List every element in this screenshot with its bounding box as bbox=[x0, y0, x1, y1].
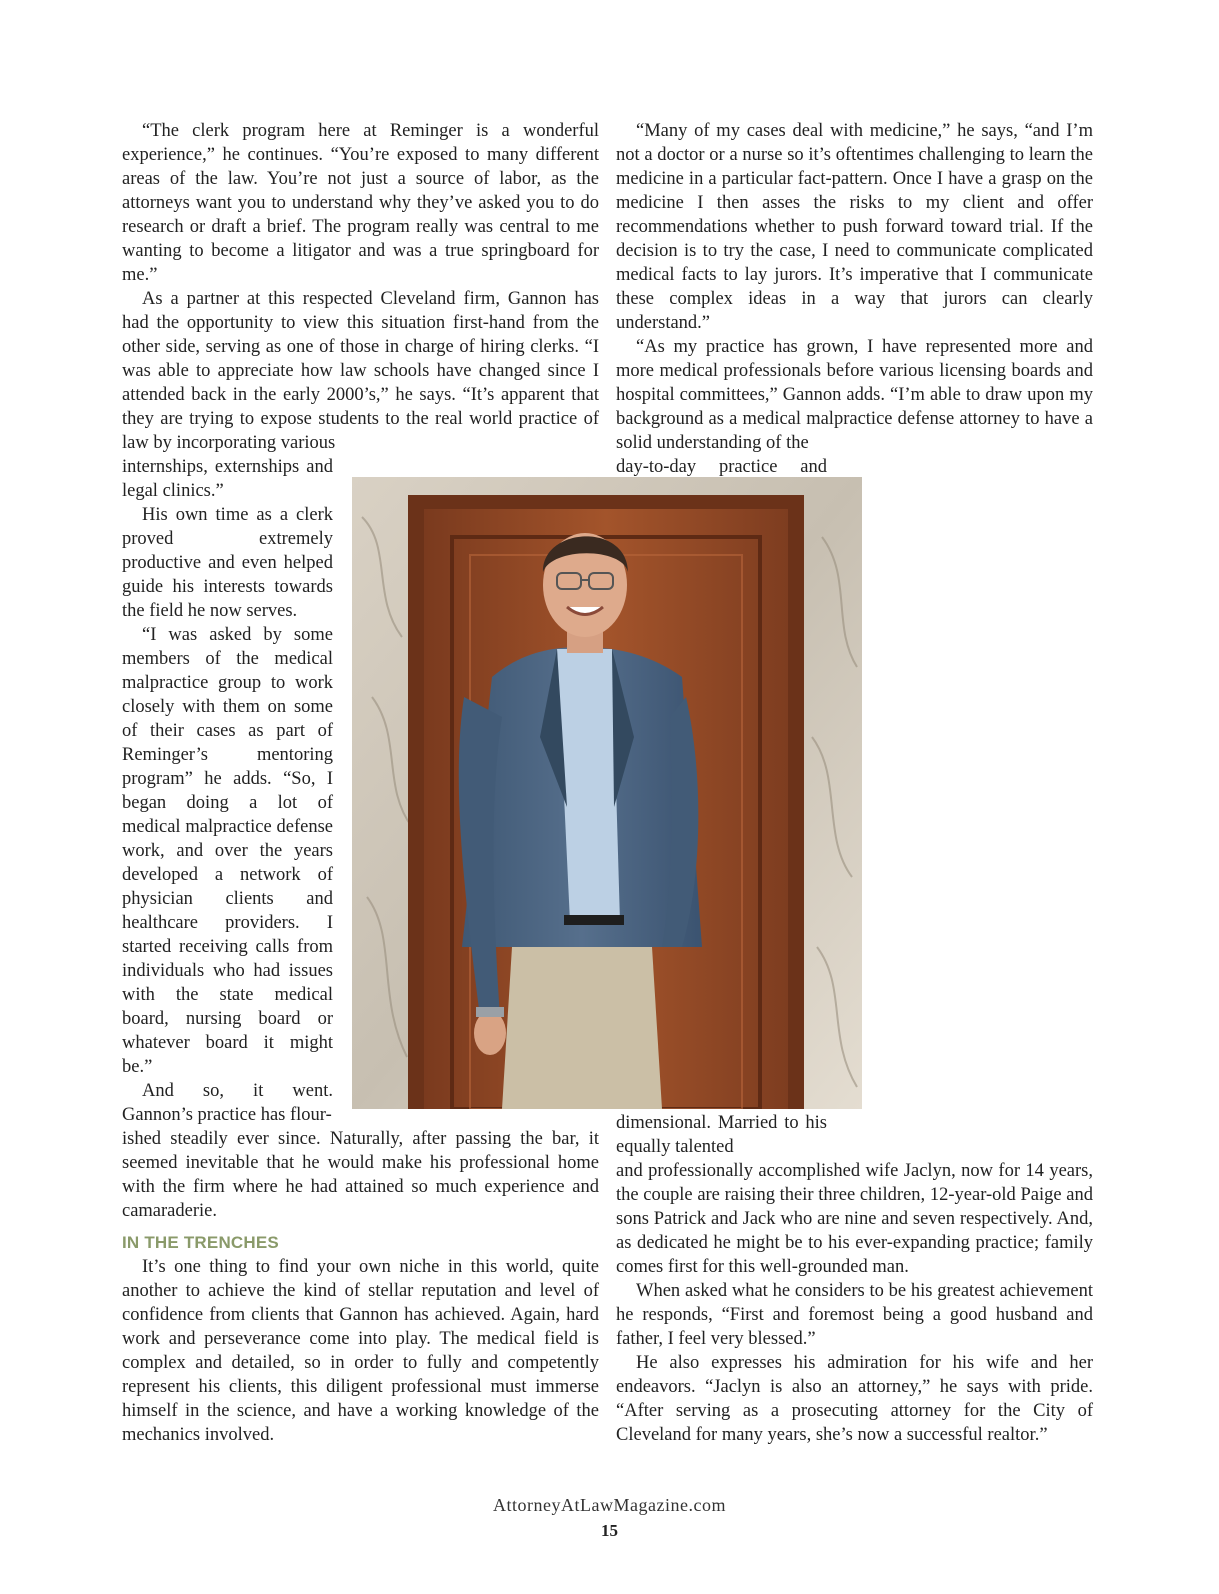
right-paragraph-1: “Many of my cases deal with medicine,” he says, “and I’m not a doctor or a nurse so it’s oftentimes challenging to learn the medicine in a particular fact-pattern. Once I have a grasp on the medicine I then asses the risks to my client and offer recommendations whether to push forward toward trial. If the decision is to try the case, I need to communicate complicated medical facts to lay jurors. It’s imperative that I communicate these complex ideas in a way that jurors can clearly understand.” bbox=[616, 121, 1093, 333]
section-heading-in-the-trenches: IN THE TRENCHES bbox=[122, 1233, 279, 1252]
right-paragraph-5: When asked what he considers to be his greatest achievement he responds, “First and foremost being a good husband and father, I feel very blessed.” bbox=[616, 1281, 1093, 1349]
portrait-photo bbox=[352, 477, 862, 1109]
right-paragraph-2: “As my practice has grown, I have represented more and more medical professionals before various licensing boards and hospital committees,” Gannon adds. “I’m able to draw upon my background as a medical malpractice defense attorney to have a solid understanding of the bbox=[616, 337, 1093, 453]
left-paragraph-6: It’s one thing to find your own niche in this world, quite another to achieve the kind of stellar reputation and level of confidence from clients that Gannon has achieved. Again, hard work and perseverance come into play. The medical field is complex and detailed, so in order to fully and competently represent his clients, this diligent professional must immerse himself in the science, and have a working knowledge of the mechanics involved. bbox=[122, 1257, 599, 1445]
left-paragraph-4: “I was asked by some members of the medical malpractice group to work closely with them on some of their cases as part of Reminger’s mentoring program” he adds. “So, I began doing a lot of medical malpractice defense work, and over the years developed a network of physician clients and healthcare providers. I started receiving calls from individuals who had issues with the state medical board, nursing board or whatever board it might be.” bbox=[122, 625, 333, 1077]
right-paragraph-4-continued: and professionally accomplished wife Jaclyn, now for 14 years, the couple are raising their three children, 12-year-old Paige and sons Patrick and Jack who are nine and seven respectively. And, as dedicated he might be to his ever-expanding practice; family comes first for this well-grounded man. bbox=[616, 1161, 1093, 1277]
left-paragraph-3: His own time as a clerk proved extremely productive and even helped guide his interests towards the field he now serves. bbox=[122, 505, 333, 621]
left-paragraph-1: “The clerk program here at Reminger is a wonderful experience,” he continues. “You’re exposed to many different areas of the law. You’re not just a source of labor, as the attorneys want you to understand why they’ve asked you to do research or draft a brief. The program really was central to me wanting to become a litigator and was a true springboard for me.” bbox=[122, 121, 599, 285]
left-paragraph-5-continued: ished steadily ever since. Naturally, after passing the bar, it seemed inevitable that he would make his professional home with the firm where he had attained so much experience and camaraderie. bbox=[122, 1129, 599, 1221]
right-paragraph-2-continued: day-to-day practice and bbox=[616, 457, 827, 477]
right-paragraph-6: He also expresses his admiration for his wife and her endeavors. “Jaclyn is also an attorney,” he says with pride. “After serving as a prosecuting attorney for the City of Cleveland for many years, she’s now a successful realtor.” bbox=[616, 1353, 1093, 1445]
footer-website: AttorneyAtLawMagazine.com bbox=[493, 1495, 726, 1515]
left-paragraph-2: As a partner at this respected Cleveland firm, Gannon has had the opportunity to view this situation first-hand from the other side, serving as one of those in charge of hiring clerks. “I was able to appreciate how law schools have changed since I attended back in the early 2000’s,” he says. “It’s apparent that they are trying to expose students to the real world practice of law by incorporating various bbox=[122, 289, 599, 453]
left-paragraph-2-continued: internships, externships and legal clinics.” bbox=[122, 457, 333, 501]
page-number: 15 bbox=[601, 1521, 618, 1540]
right-paragraph-4: dimensional. Married to his equally talented bbox=[616, 1113, 827, 1157]
left-paragraph-5: And so, it went. Gannon’s practice has flour- bbox=[122, 1081, 333, 1125]
